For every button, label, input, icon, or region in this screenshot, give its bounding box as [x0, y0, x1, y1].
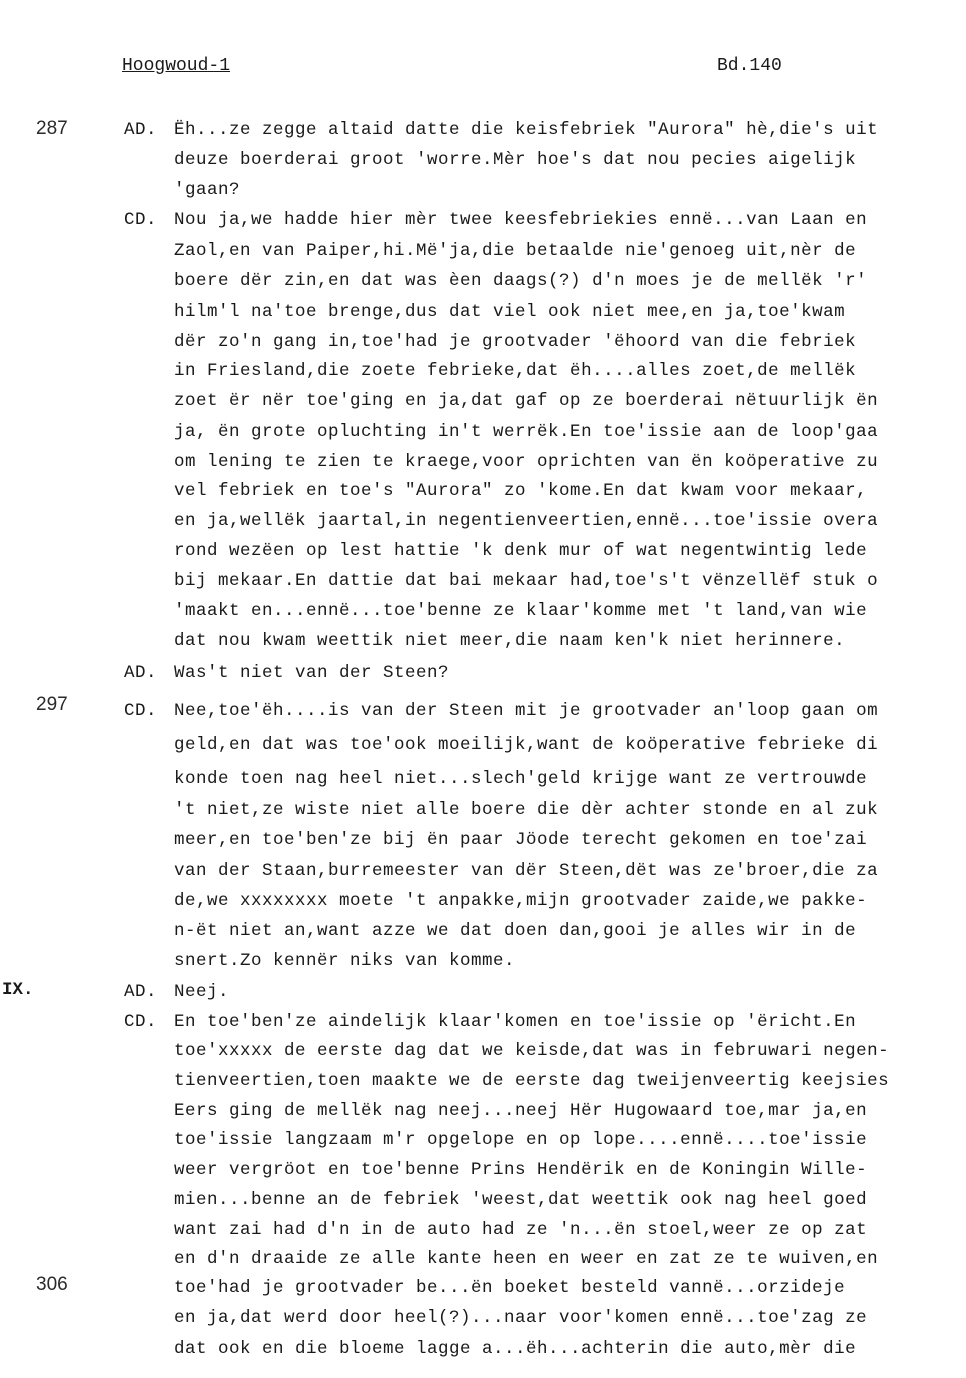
transcript-line: rond wezëen op lest hattie 'k denk mur of wat negentwintig lede	[174, 541, 868, 561]
transcript-line: konde toen nag heel niet...slech'geld krijge want ze vertrouwde	[174, 769, 868, 789]
transcript-line: hilm'l na'toe brenge,dus dat viel ook niet mee,en ja,toe'kwam	[174, 302, 846, 322]
transcript-line: 'gaan?	[174, 180, 241, 200]
transcript-line: in Friesland,die zoete febrieke,dat ëh....alles zoet,de mellëk	[174, 361, 857, 381]
transcript-line: toe'xxxxx de eerste dag dat we keisde,dat was in februwari negen-	[174, 1041, 890, 1061]
transcript-line: 'maakt en...ennë...toe'benne ze klaar'komme met 't land,van wie	[174, 601, 868, 621]
speaker-label: CD.	[124, 701, 158, 721]
transcript-line: bij mekaar.En dattie dat bai mekaar had,toe's't vënzellëf stuk o	[174, 571, 879, 591]
transcript-line: en ja,dat werd door heel(?)...naar voor'komen ennë...toe'zag ze	[174, 1308, 868, 1328]
transcript-line: ja, ën grote opluchting in't werrëk.En toe'issie aan de loop'gaa	[174, 422, 879, 442]
transcript-line: van der Staan,burremeester van dër Steen,dët was ze'broer,die za	[174, 861, 879, 881]
header-title: Hoogwoud-1	[122, 56, 231, 76]
transcript-line: Nou ja,we hadde hier mèr twee keesfebriekies ennë...van Laan en	[174, 210, 868, 230]
transcript-line: snert.Zo kennër niks van komme.	[174, 951, 516, 971]
transcript-line: meer,en toe'ben'ze bij ën paar Jöode terecht gekomen en toe'zai	[174, 830, 868, 850]
margin-number: 287	[36, 118, 68, 139]
transcript-line: want zai had d'n in de auto had ze 'n...ën stoel,weer ze op zat	[174, 1220, 868, 1240]
transcript-line: en d'n draaide ze alle kante heen en weer en zat ze te wuiven,en	[174, 1249, 879, 1269]
transcript-line: vel febriek en toe's "Aurora" zo 'kome.En dat kwam voor mekaar,	[174, 481, 868, 501]
speaker-label: CD.	[124, 1012, 158, 1032]
transcript-line: zoet ër nër toe'ging en ja,dat gaf op ze boerderai nëtuurlijk ën	[174, 391, 879, 411]
transcript-line: Eers ging de mellëk nag neej...neej Hër Hugowaard toe,mar ja,en	[174, 1101, 868, 1121]
transcript-line: boere dër zin,en dat was èen daags(?) d'n moes je de mellëk 'r'	[174, 271, 868, 291]
transcript-line: weer vergröot en toe'benne Prins Hendërik en de Koningin Wille-	[174, 1160, 868, 1180]
transcript-line: geld,en dat was toe'ook moeilijk,want de koöperative febrieke di	[174, 735, 879, 755]
margin-mark: IX.	[2, 980, 34, 1000]
transcript-line: toe'issie langzaam m'r opgelope en op lope....ennë....toe'issie	[174, 1130, 868, 1150]
transcript-line: dat nou kwam weettik niet meer,die naam ken'k niet herinnere.	[174, 631, 846, 651]
transcript-line: de,we xxxxxxxx moete 't anpakke,mijn grootvader zaide,we pakke-	[174, 891, 868, 911]
margin-number: 306	[36, 1274, 68, 1295]
transcript-line: Neej.	[174, 982, 230, 1002]
transcript-line: toe'had je grootvader be...ën boeket besteld vannë...orzideje	[174, 1278, 846, 1298]
transcript-line: dat ook en die bloeme lagge a...ëh...achterin die auto,mèr die	[174, 1339, 857, 1359]
speaker-label: CD.	[124, 210, 158, 230]
transcript-line: dër zo'n gang in,toe'had je grootvader 'ëhoord van die febriek	[174, 332, 857, 352]
speaker-label: AD.	[124, 982, 158, 1002]
transcript-line: En toe'ben'ze aindelijk klaar'komen en toe'issie op 'ëricht.En	[174, 1012, 857, 1032]
transcript-line: tienveertien,toen maakte we de eerste dag tweijenveertig keejsies	[174, 1071, 890, 1091]
transcript-line: 't niet,ze wiste niet alle boere die dèr achter stonde en al zuk	[174, 800, 879, 820]
transcript-line: Zaol,en van Paiper,hi.Më'ja,die betaalde nie'genoeg uit,nèr de	[174, 241, 857, 261]
speaker-label: AD.	[124, 120, 158, 140]
margin-number: 297	[36, 694, 68, 715]
transcript-line: n-ët niet an,want azze we dat doen dan,gooi je alles wir in de	[174, 921, 857, 941]
transcript-line: deuze boerderai groot 'worre.Mèr hoe's dat nou pecies aigelijk	[174, 150, 857, 170]
transcript-line: om lening te zien te kraege,voor oprichten van ën koöperative zu	[174, 452, 879, 472]
transcript-line: mien...benne an de febriek 'weest,dat weettik ook nag heel goed	[174, 1190, 868, 1210]
transcript-line: Ëh...ze zegge altaid datte die keisfebriek "Aurora" hè,die's uit	[174, 120, 879, 140]
speaker-label: AD.	[124, 663, 158, 683]
transcript-line: Was't niet van der Steen?	[174, 663, 450, 683]
transcript-line: en ja,wellëk jaartal,in negentienveertien,ennë...toe'issie overa	[174, 511, 879, 531]
header-page-ref: Bd.140	[717, 56, 782, 76]
transcript-line: Nee,toe'ëh....is van der Steen mit je grootvader an'loop gaan om	[174, 701, 879, 721]
